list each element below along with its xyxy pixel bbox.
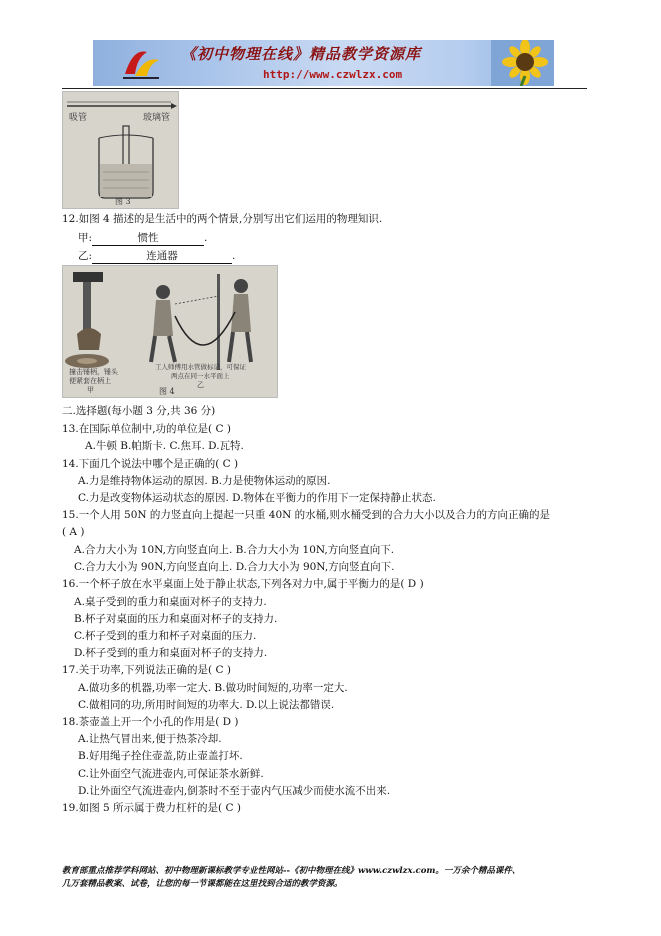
footer-line-2: 几万套精品教案、试卷，让您的每一节课都能在这里找到合适的教学资源。 xyxy=(62,879,343,889)
q12-stem: 12.如图 4 描述的是生活中的两个情景,分别写出它们运用的物理知识. xyxy=(62,213,383,225)
q16-option-b: B.杯子对桌面的压力和桌面对杯子的支持力. xyxy=(74,613,278,625)
fig4-right-caption-2: 两点在同一水平面上 xyxy=(171,372,230,380)
q15-options-1: A.合力大小为 10N,方向竖直向上. B.合力大小为 10N,方向竖直向下. xyxy=(74,544,395,556)
q15-stem: 15.一个人用 50N 的力竖直向上提起一只重 40N 的水桶,则水桶受到的合力大小以及合力的方向正确的是 xyxy=(62,509,550,521)
q12-jia-prefix: 甲: xyxy=(78,232,93,244)
fig3-caption: 图 3 xyxy=(115,197,131,206)
q12-jia-suffix: . xyxy=(204,232,208,244)
banner-title: 《初中物理在线》精品教学资源库 xyxy=(181,45,422,63)
q12-yi-prefix: 乙: xyxy=(78,250,93,262)
q18-stem: 18.茶壶盖上开一个小孔的作用是( D ) xyxy=(62,716,239,728)
q15-stem-answer: ( A ) xyxy=(62,526,85,538)
q12-yi xyxy=(78,249,235,264)
q16-option-a: A.桌子受到的重力和桌面对杯子的支持力. xyxy=(74,596,267,608)
q14-options-2: C.力是改变物体运动状态的原因. D.物体在平衡力的作用下一定保持静止状态. xyxy=(78,492,436,504)
q12-yi-answer: 连通器 xyxy=(92,249,232,264)
fig3-label-straw: 吸管 xyxy=(69,113,88,123)
q14-options-1: A.力是维持物体运动的原因. B.力是使物体运动的原因. xyxy=(78,475,331,487)
fig4-caption: 图 4 xyxy=(159,387,175,396)
site-logo-icon xyxy=(119,44,163,82)
q17-options-2: C.做相同的功,所用时间短的功率大. D.以上说法都错误. xyxy=(78,699,335,711)
q13-options: A.牛顿 B.帕斯卡. C.焦耳. D.瓦特. xyxy=(85,440,244,452)
q16-stem: 16.一个杯子放在水平桌面上处于静止状态,下列各对力中,属于平衡力的是( D ) xyxy=(62,578,424,590)
figure-3 xyxy=(62,91,179,209)
q17-options-1: A.做功多的机器,功率一定大. B.做功时间短的,功率一定大. xyxy=(78,682,348,694)
fig4-left-caption-3: 甲 xyxy=(87,386,94,394)
fig4-right-caption-3: 乙 xyxy=(197,381,204,389)
q18-option-a: A.让热气冒出来,便于热茶冷却. xyxy=(78,733,222,745)
q18-option-c: C.让外面空气流进壶内,可保证茶水新鲜. xyxy=(78,768,264,780)
q19-stem: 19.如图 5 所示属于费力杠杆的是( C ) xyxy=(62,802,241,814)
fig4-right-caption-1: 工人师傅用水管做标记，可保证 xyxy=(155,363,246,371)
fig3-label-glass-tube: 玻璃管 xyxy=(143,113,171,123)
q14-stem: 14.下面几个说法中哪个是正确的( C ) xyxy=(62,458,239,470)
q16-option-d: D.杯子受到的重力和桌面对杯子的支持力. xyxy=(74,647,268,659)
figure-4 xyxy=(62,265,278,398)
q12-jia xyxy=(78,231,207,246)
header-banner xyxy=(93,40,554,86)
q12-jia-answer: 惯性 xyxy=(92,231,204,246)
section-2-heading: 二.选择题(每小题 3 分,共 36 分) xyxy=(62,405,216,417)
q18-option-b: B.好用绳子拴住壶盖,防止壶盖打坏. xyxy=(78,750,243,762)
q13-stem: 13.在国际单位制中,功的单位是( C ) xyxy=(62,423,231,435)
q16-option-c: C.杯子受到的重力和杯子对桌面的压力. xyxy=(74,630,257,642)
sunflower-icon xyxy=(491,40,554,86)
q18-option-d: D.让外面空气流进壶内,倒茶时不至于壶内气压减少而使水流不出来. xyxy=(78,785,391,797)
footer-line-1: 教育部重点推荐学科网站、初中物理新课标教学专业性网站--《初中物理在线》www.czwlzx.com。一万余个精品课件、 xyxy=(62,866,521,876)
header-rule xyxy=(62,88,587,89)
q17-stem: 17.关于功率,下列说法正确的是( C ) xyxy=(62,664,231,676)
q15-options-2: C.合力大小为 90N,方向竖直向上. D.合力大小为 90N,方向竖直向下. xyxy=(74,561,395,573)
banner-url[interactable]: http://www.czwlzx.com xyxy=(263,68,403,81)
fig4-left-caption-2: 便紧套在柄上 xyxy=(69,377,111,385)
fig4-left-caption-1: 撞击锤柄，锤头 xyxy=(69,368,118,376)
q12-yi-suffix: . xyxy=(232,250,236,262)
